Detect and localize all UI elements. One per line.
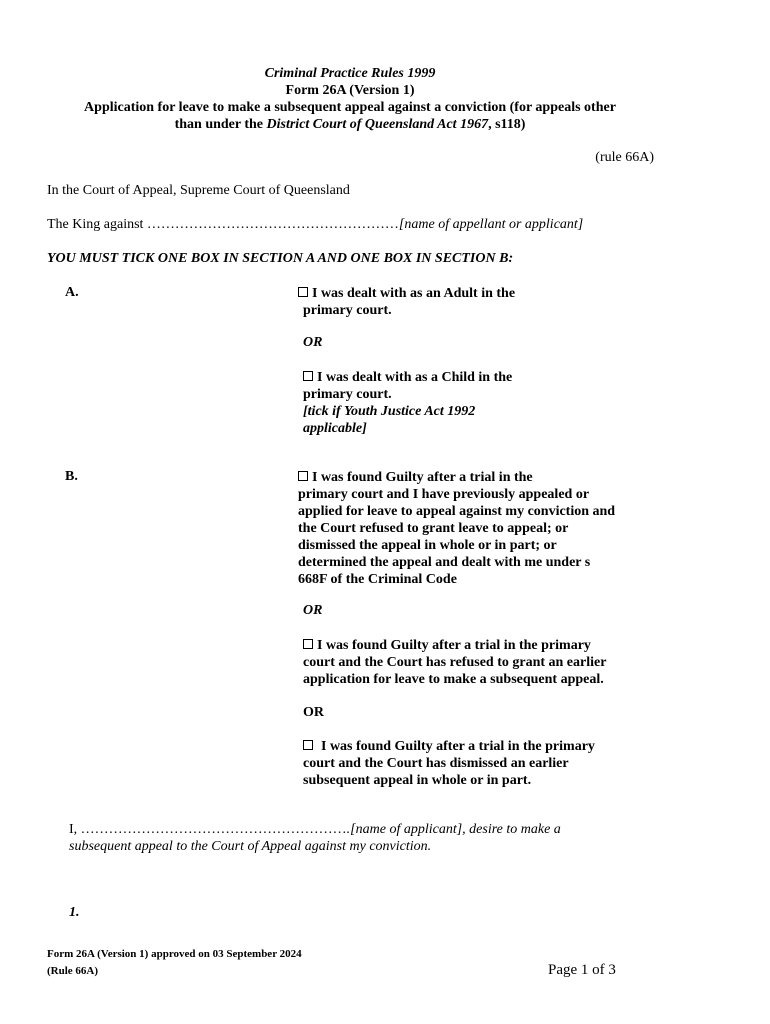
section-a-or: OR bbox=[303, 335, 323, 350]
section-b-option-refused-leave[interactable] bbox=[303, 637, 606, 688]
section-a-label: A. bbox=[65, 285, 79, 300]
application-title-suffix: , s118) bbox=[488, 117, 526, 132]
adult-option-line2: primary court. bbox=[303, 303, 392, 318]
application-title-line2 bbox=[0, 117, 700, 133]
application-title-prefix: than under the bbox=[174, 117, 267, 132]
adult-option-line1: I was dealt with as an Adult in the bbox=[312, 286, 516, 301]
section-b-option-previous-appeal[interactable] bbox=[298, 469, 615, 588]
refused-leave-line1: I was found Guilty after a trial in the primary bbox=[317, 638, 591, 653]
dismissed-appeal-line1: I was found Guilty after a trial in the primary bbox=[321, 739, 595, 754]
refused-leave-checkbox[interactable] bbox=[303, 639, 313, 649]
child-checkbox[interactable] bbox=[303, 371, 313, 381]
tick-instruction: YOU MUST TICK ONE BOX IN SECTION A AND ONE BOX IN SECTION B: bbox=[47, 251, 514, 266]
previous-appeal-line6: determined the appeal and dealt with me under s bbox=[298, 555, 591, 570]
youth-justice-note-line2: applicable] bbox=[303, 421, 367, 436]
rule-reference: (rule 66A) bbox=[595, 150, 654, 165]
previous-appeal-line4: the Court refused to grant leave to appeal; or bbox=[298, 521, 569, 536]
court-name: In the Court of Appeal, Supreme Court of Queensland bbox=[47, 183, 350, 198]
previous-appeal-line1: I was found Guilty after a trial in the bbox=[312, 470, 533, 485]
form-title: Form 26A (Version 1) bbox=[285, 83, 415, 98]
section-b-option-dismissed-appeal[interactable] bbox=[303, 738, 595, 789]
dismissed-appeal-line2: court and the Court has dismissed an earlier bbox=[303, 756, 569, 771]
dismissed-appeal-line3: subsequent appeal in whole or in part. bbox=[303, 773, 532, 788]
section-b-label: B. bbox=[65, 469, 78, 484]
district-court-act: District Court of Queensland Act 1967 bbox=[266, 117, 489, 132]
king-against-prefix: The King against ……………………………………………… bbox=[47, 217, 399, 232]
child-option-line2: primary court. bbox=[303, 387, 392, 402]
king-against-line bbox=[47, 217, 583, 233]
page-number: Page 1 of 3 bbox=[548, 962, 616, 978]
refused-leave-line2: court and the Court has refused to grant an earlier bbox=[303, 655, 607, 670]
footer-rule: (Rule 66A) bbox=[47, 965, 99, 977]
section-a-option-adult[interactable] bbox=[298, 285, 515, 319]
youth-justice-note-line1: [tick if Youth Justice Act 1992 bbox=[303, 404, 476, 419]
appellant-name-hint: [name of appellant or applicant] bbox=[398, 217, 584, 232]
declaration bbox=[69, 821, 561, 855]
application-title-line1: Application for leave to make a subsequent appeal against a conviction (for appeals other bbox=[84, 100, 616, 115]
refused-leave-line3: application for leave to make a subsequent appeal. bbox=[303, 672, 604, 687]
previous-appeal-line5: dismissed the appeal in whole or in part; or bbox=[298, 538, 557, 553]
declaration-line2: subsequent appeal to the Court of Appeal against my conviction. bbox=[69, 839, 432, 854]
adult-checkbox[interactable] bbox=[298, 287, 308, 297]
item-number: 1. bbox=[69, 905, 80, 920]
child-option-line1: I was dealt with as a Child in the bbox=[317, 370, 513, 385]
dismissed-appeal-checkbox[interactable] bbox=[303, 740, 313, 750]
rules-title: Criminal Practice Rules 1999 bbox=[264, 66, 436, 81]
section-a-option-child[interactable] bbox=[303, 369, 512, 437]
declaration-line1-rest: .[name of applicant], desire to make a bbox=[346, 822, 561, 837]
previous-appeal-line2: primary court and I have previously appealed or bbox=[298, 487, 590, 502]
declaration-prefix: I, ………………………………………………… bbox=[69, 822, 347, 837]
previous-appeal-line3: applied for leave to appeal against my conviction and bbox=[298, 504, 616, 519]
section-b-or-2: OR bbox=[303, 705, 324, 720]
previous-appeal-line7: 668F of the Criminal Code bbox=[298, 572, 457, 587]
footer-approval: Form 26A (Version 1) approved on 03 September 2024 bbox=[47, 948, 302, 960]
section-b-or-1: OR bbox=[303, 603, 323, 618]
previous-appeal-checkbox[interactable] bbox=[298, 471, 308, 481]
